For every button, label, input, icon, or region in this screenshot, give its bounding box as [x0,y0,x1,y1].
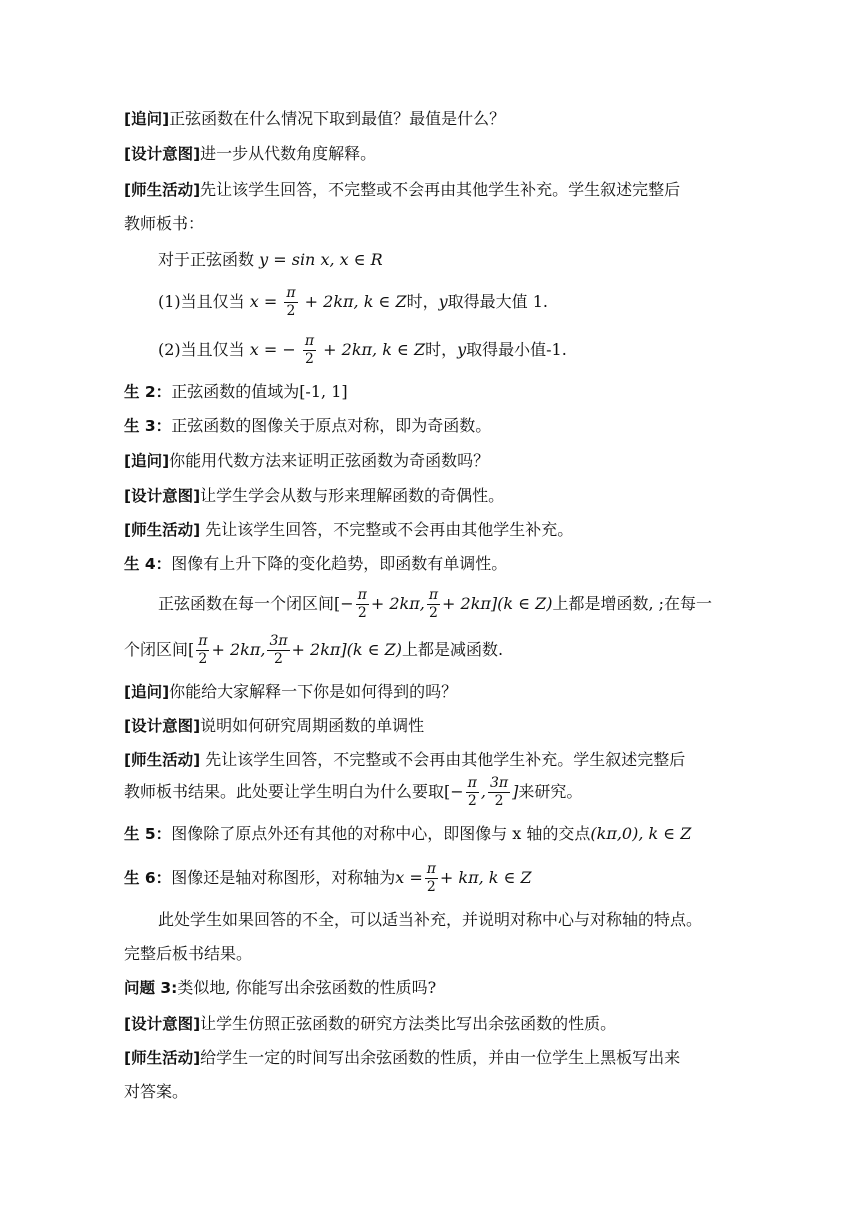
fraction-denominator: 2 [286,303,296,319]
fraction [196,633,209,668]
followup-question-line [124,680,820,704]
line-text: 说明如何研究周期函数的单调性 [200,716,425,735]
fraction-denominator: 2 [494,793,504,809]
line-text: 让学生学会从数与形来理解函数的奇偶性。 [200,486,505,505]
fraction-numerator: π [357,587,367,603]
line-label: [追问] [124,452,170,470]
line-text: 此处学生如果回答的不全，可以适当补充，并说明对称中心与对称轴的特点。 [158,910,703,929]
paragraph-line [124,772,820,812]
math-term: + 2kπ, [211,640,266,659]
fraction-numerator: π [428,587,439,603]
line-text: 图像除了原点外还有其他的对称中心，即图像与 x 轴的交点 [171,824,591,843]
line-text: 完整后板书结果。 [124,944,253,963]
line-label: [师生活动] [124,521,201,539]
line-text: 正弦函数的图像关于原点对称，即为奇函数。 [171,416,492,435]
fraction-denominator: 2 [274,651,283,667]
line-suffix: 来研究。 [518,782,583,801]
line-suffix: 时， [406,292,439,311]
fraction-denominator: 2 [467,793,477,809]
line-suffix: 上都是减函数. [401,640,504,659]
line-text: 你能用代数方法来证明正弦函数为奇函数吗？ [169,451,490,470]
fraction-numerator: π [198,633,208,649]
design-intent-line [124,714,820,738]
math-rhs: + kπ, k ∈ Z [439,868,532,887]
line-prefix: 正弦函数在每一个闭区间 [158,594,335,613]
fraction [425,861,438,896]
line-text: 正弦函数在什么情况下取到最值？最值是什么？ [169,109,506,128]
math-variable: y [457,340,467,359]
student-answer-line [124,858,820,898]
math-term: ] [512,782,519,801]
fraction-numerator: 3π [269,633,288,649]
fraction-numerator: π [286,285,296,301]
line-text: 图像有上升下降的变化趋势，即函数有单调性。 [171,554,508,573]
line-prefix: (1)当且仅当 [158,292,245,311]
math-term: + 2kπ](k ∈ Z) [442,594,553,613]
line-text: 正弦函数的值域为[-1, 1] [171,382,348,401]
line-suffix: 上都是增函数, ;在每一 [552,594,713,613]
paragraph-line [124,942,820,966]
min-condition-line [158,330,820,370]
activity-line [124,518,820,542]
line-text: 教师板书： [124,214,205,233]
line-label: [设计意图] [124,717,201,735]
line-text: 先让该学生回答，不完整或不会再由其他学生补充。 [200,520,574,539]
line-label: 生 3： [124,417,172,435]
line-text: 先让该学生回答，不完整或不会再由其他学生补充。学生叙述完整后 [200,180,681,199]
math-expression: y = sin x, x ∈ R [259,250,383,269]
followup-question-line [124,449,820,473]
math-lhs: x = [249,292,278,311]
line-suffix: 时， [425,340,458,359]
line-label: 生 4： [124,555,172,573]
math-expression: (kπ,0), k ∈ Z [590,824,692,843]
fraction [466,775,479,810]
line-text: 给学生一定的时间写出余弦函数的性质，并由一位学生上黑板写出来 [200,1048,681,1067]
line-text: 对于正弦函数 [158,250,255,269]
line-text: 让学生仿照正弦函数的研究方法类比写出余弦函数的性质。 [200,1014,617,1033]
fraction [427,587,440,622]
line-label: [设计意图] [124,1015,201,1033]
line-label: 生 6： [124,869,172,887]
line-prefix: 个闭区间 [124,640,189,659]
line-prefix: 教师板书结果。此处要让学生明白为什么要取 [124,782,445,801]
fraction [488,775,510,810]
math-variable: y [438,292,448,311]
fraction-denominator: 2 [357,605,367,621]
fraction-denominator: 2 [198,651,208,667]
math-lhs: x = [395,868,423,887]
math-term: + 2kπ](k ∈ Z) [291,640,402,659]
math-rhs: + 2kπ, k ∈ Z [304,292,407,311]
line-label: 生 5： [124,825,172,843]
math-term: + 2kπ, [370,594,425,613]
sine-function-definition [158,248,820,272]
decreasing-interval-line [124,630,820,670]
math-term: , [480,782,486,801]
max-condition-line [158,282,820,322]
fraction-denominator: 2 [305,351,314,367]
fraction-denominator: 2 [428,605,438,621]
line-text: 图像还是轴对称图形，对称轴为 [171,868,396,887]
student-answer-line [124,552,820,576]
interval-open: [− [444,782,464,801]
student-answer-line [124,380,820,404]
line-text: 进一步从代数角度解释。 [200,144,377,163]
paragraph-line [124,212,820,236]
design-intent-line [124,1012,820,1036]
fraction-numerator: π [304,333,315,349]
student-answer-line [124,414,820,438]
fraction [303,333,316,368]
line-text: 先让该学生回答，不完整或不会再由其他学生补充。学生叙述完整后 [200,750,686,769]
fraction-denominator: 2 [426,879,436,895]
followup-question-line [124,107,820,131]
increasing-interval-line [158,584,820,624]
line-prefix: (2)当且仅当 [158,340,245,359]
fraction [267,633,289,668]
fraction [356,587,369,622]
line-label: [师生活动] [124,1049,201,1067]
line-text: 对答案。 [124,1082,189,1101]
math-lhs: x = − [249,340,296,359]
activity-line [124,748,820,772]
line-text: 类似地, 你能写出余弦函数的性质吗? [177,978,437,997]
line-label: [追问] [124,683,170,701]
paragraph-line [124,1080,820,1104]
student-answer-line [124,822,820,846]
line-suffix: 取得最小值-1. [466,340,567,359]
fraction-numerator: π [426,861,436,877]
line-label: 问题 3: [124,979,178,997]
activity-line [124,1046,820,1070]
line-suffix: 取得最大值 1. [447,292,548,311]
fraction-numerator: π [467,775,477,791]
line-label: [师生活动] [124,181,201,199]
line-text: 你能给大家解释一下你是如何得到的吗？ [169,682,458,701]
design-intent-line [124,142,820,166]
design-intent-line [124,484,820,508]
interval-open: [ [188,640,195,659]
fraction-numerator: 3π [489,775,509,791]
line-label: [师生活动] [124,751,201,769]
interval-open: [− [334,594,354,613]
line-label: [设计意图] [124,145,201,163]
line-label: [设计意图] [124,487,201,505]
math-rhs: + 2kπ, k ∈ Z [323,340,426,359]
line-label: [追问] [124,110,170,128]
paragraph-line [158,908,820,932]
activity-line [124,178,820,202]
question-line [124,976,820,1000]
fraction [284,285,297,320]
line-label: 生 2： [124,383,172,401]
